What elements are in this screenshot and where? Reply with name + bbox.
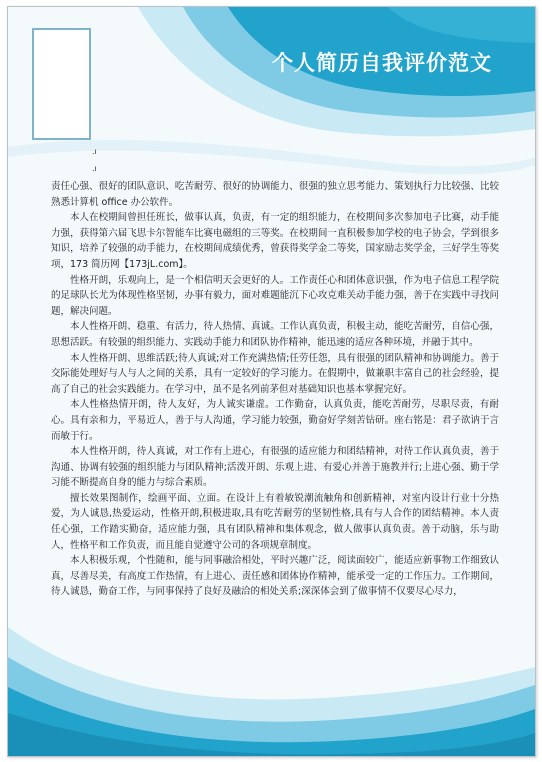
paragraph: 本人性格开朗、稳重、有活力，待人热情、真诚。工作认真负责，积极主动，能吃苦耐劳，自信心强，思想活跃。有较强的组织能力、实践动手能力和团队协作精神，能迅速的适应各种环境，并融于其中。 [51, 321, 499, 348]
paragraph-mark: .ı [92, 147, 97, 156]
paragraph-mark: .ı [92, 164, 97, 173]
document-page [7, 6, 536, 757]
photo-placeholder-frame [32, 28, 91, 140]
page-title: 个人简历自我评价范文 [272, 51, 492, 75]
paragraph: 擅长效果图制作，绘画平面、立面。在设计上有着敏锐潮流触角和创新精神，对室内设计行业十分热爱，为人诚恳,热爱运动，性格开朗,积极进取,具有吃苦耐劳的坚韧性格,具有与人合作的团结精神。本人责任心强，工作踏实勤奋，适应能力强，具有团队精神和集体观念，做人做事认真负责。善于动脑，乐与助人，性格平和工作负责，而且能自觉遵守公司的各项规章制度。 [51, 492, 499, 551]
paragraph: 性格开朗，乐观向上，是一个相信明天会更好的人。工作责任心和团体意识强，作为电子信息工程学院的足球队长尤为体现性格坚韧，办事有毅力，面对难题能沉下心攻克难关动手能力强，善于在实践中寻找问题，解决问题。 [51, 274, 499, 317]
paragraph: 责任心强、很好的团队意识、吃苦耐劳、很好的协调能力、很强的独立思考能力、策划执行力比较强、比较熟悉计算机 office 办公软件。 [51, 181, 499, 208]
paragraph: 本人在校期间曾担任班长，做事认真，负责，有一定的组织能力，在校期间多次参加电子比赛，动手能力强，获得第六届飞思卡尔智能车比赛电磁组的三等奖。在校期间一直积极参加学校的电子协会，学到很多知识，培养了较强的动手能力，在校期间成绩优秀，曾获得奖学金二等奖，国家励志奖学金，三好学生等奖项，173 简历网【173jL.com】。 [51, 212, 499, 270]
document-body [51, 179, 499, 600]
paragraph: 本人积极乐观，个性随和，能与同事融洽相处，平时兴趣广泛，阅读面较广，能适应新事物工作细致认真，尽善尽美，有高度工作热情，有上进心、责任感和团体协作精神，能承受一定的工作压力。工作期间，待人诚恳，勤奋工作，与同事保持了良好及融洽的相处关系;深深体会到了做事情不仅要尽心尽力， [51, 555, 499, 598]
paragraph: 本人性格开朗、思维活跃;待人真诚;对工作充满热情;任劳任怨，具有很强的团队精神和协调能力。善于交际能处理好与人与人之间的关系，具有一定较好的学习能力。在假期中，做兼职丰富自己的社会经验，提高了自己的社会实践能力。在学习中，虽不是名列前茅但对基础知识也基本掌握完好。 [51, 352, 499, 395]
paragraph: 本人性格热情开朗，待人友好，为人诚实谦虚。工作勤奋，认真负责，能吃苦耐劳，尽职尽责，有耐心。具有亲和力，平易近人，善于与人沟通，学习能力较强，勤奋好学刻苦钻研。座右铭是：君子欲讷于言而敏于行。 [51, 399, 499, 442]
paragraph: 本人性格开朗，待人真诚，对工作有上进心，有很强的适应能力和团结精神，对待工作认真负责，善于沟通、协调有较强的组织能力与团队精神;活泼开朗、乐观上进、有爱心并善于施教并行;上进心强、勤于学习能不断提高自身的能力与综合素质。 [51, 446, 499, 489]
